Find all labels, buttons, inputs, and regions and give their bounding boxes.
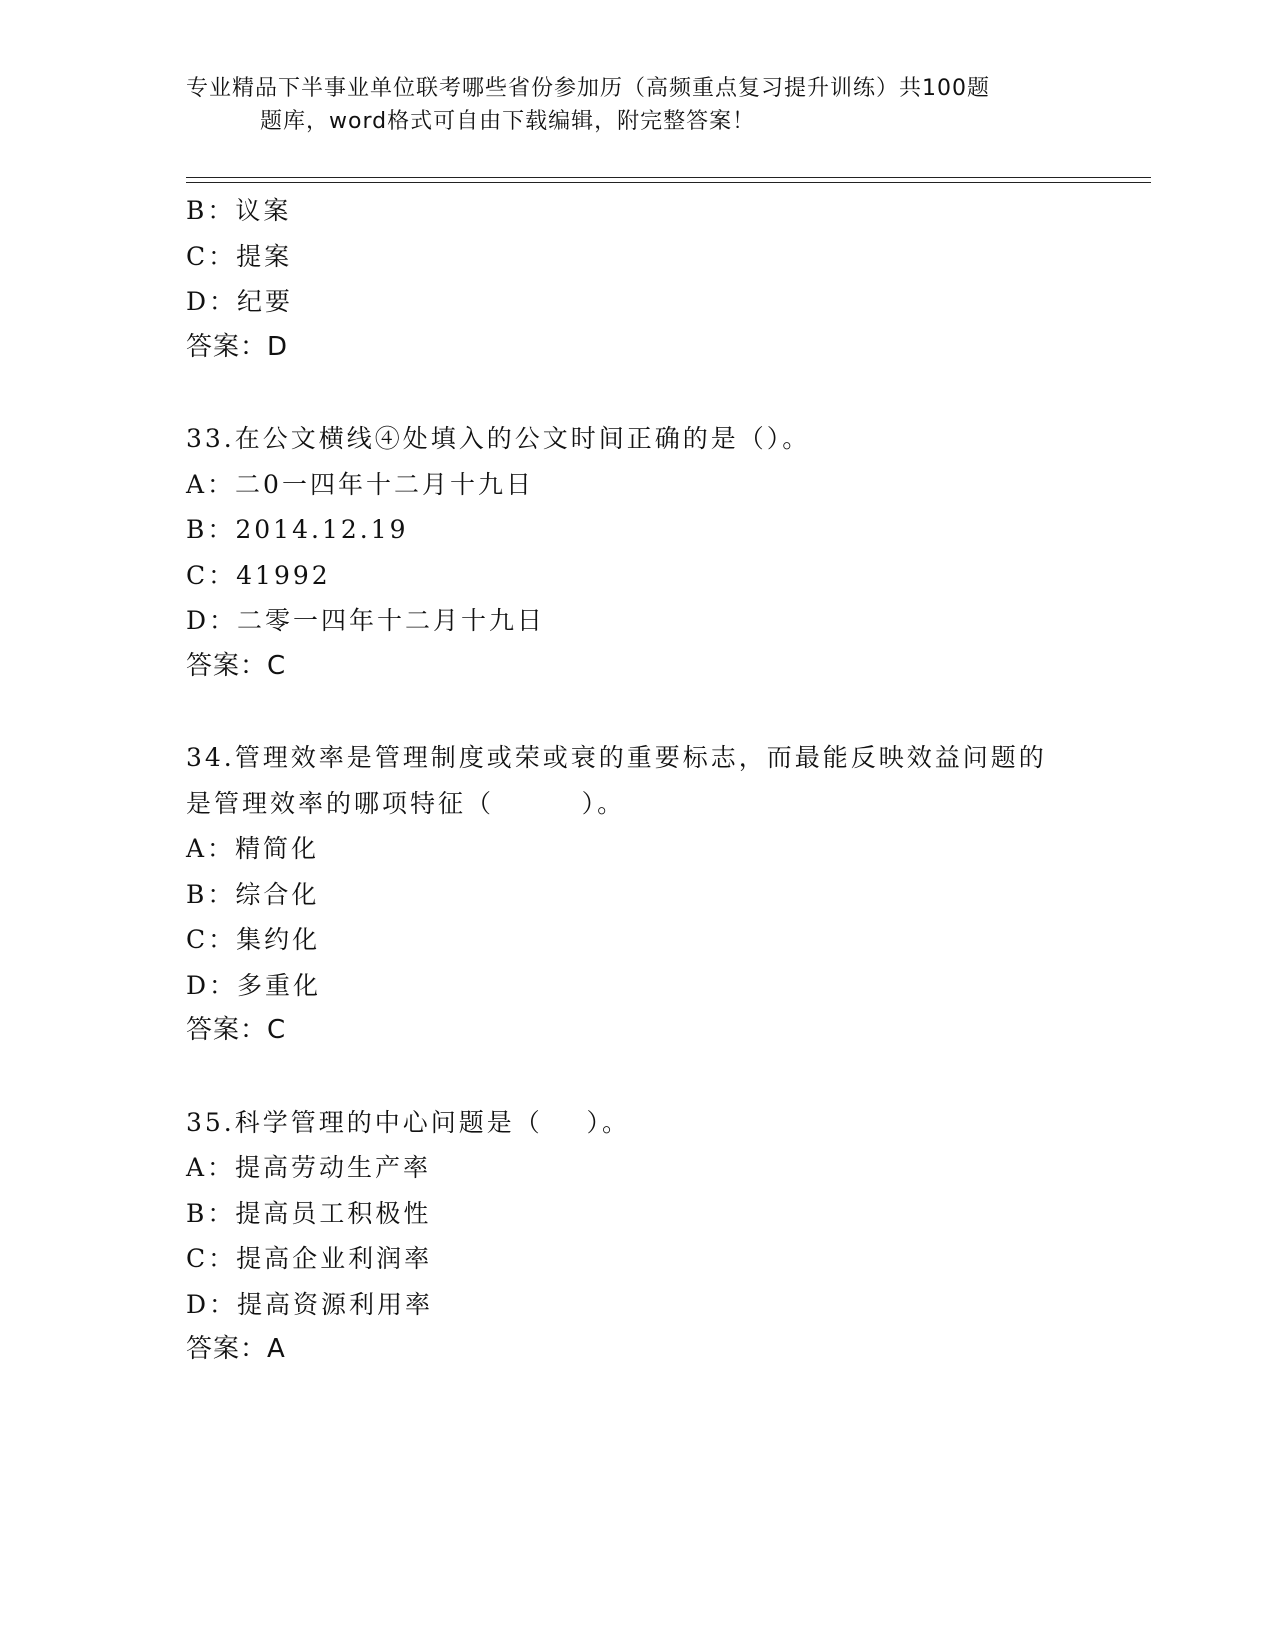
question-block-35	[186, 1100, 1086, 1373]
option-b: B：议案	[186, 196, 292, 225]
header-rule-top	[186, 177, 1151, 178]
question-block-34	[186, 735, 1086, 1054]
question-stem: 34.管理效率是管理制度或荣或衰的重要标志，而最能反映效益问题的	[186, 743, 1047, 772]
option-d: D：纪要	[186, 287, 294, 316]
answer-label: 答案：C	[186, 1015, 287, 1045]
question-list	[186, 188, 1086, 1373]
option-d: D：提高资源利用率	[186, 1289, 434, 1319]
option-a: A：提高劳动生产率	[186, 1153, 432, 1182]
answer-label: 答案：C	[186, 650, 287, 681]
option-c: C：41992	[186, 560, 331, 590]
header-rule-bottom	[186, 182, 1151, 183]
option-c: C：集约化	[186, 925, 321, 954]
header-title-line1: 专业精品下半事业单位联考哪些省份参加历（高频重点复习提升训练）共100题	[186, 76, 990, 101]
answer-label: 答案：A	[186, 1334, 286, 1364]
option-c: C：提案	[186, 241, 293, 271]
option-c: C：提高企业利润率	[186, 1244, 433, 1273]
question-block-partial	[186, 188, 1086, 370]
answer-label: 答案：D	[186, 331, 289, 362]
question-stem-continued: 是管理效率的哪项特征（ ）。	[186, 788, 626, 818]
question-stem: 33.在公文横线④处填入的公文时间正确的是（）。	[186, 424, 811, 453]
question-stem: 35.科学管理的中心问题是（ ）。	[186, 1107, 631, 1137]
header-title-line2: 题库，word格式可自由下载编辑，附完整答案！	[260, 109, 756, 134]
option-d: D：二零一四年十二月十九日	[186, 606, 546, 635]
page-header	[186, 72, 1086, 138]
option-d: D：多重化	[186, 970, 322, 1000]
option-a: A：二0一四年十二月十九日	[186, 469, 534, 499]
question-block-33	[186, 416, 1086, 689]
option-b: B：2014.12.19	[186, 515, 409, 544]
option-a: A：精简化	[186, 834, 320, 863]
option-b: B：提高员工积极性	[186, 1198, 432, 1228]
option-b: B：综合化	[186, 879, 320, 909]
